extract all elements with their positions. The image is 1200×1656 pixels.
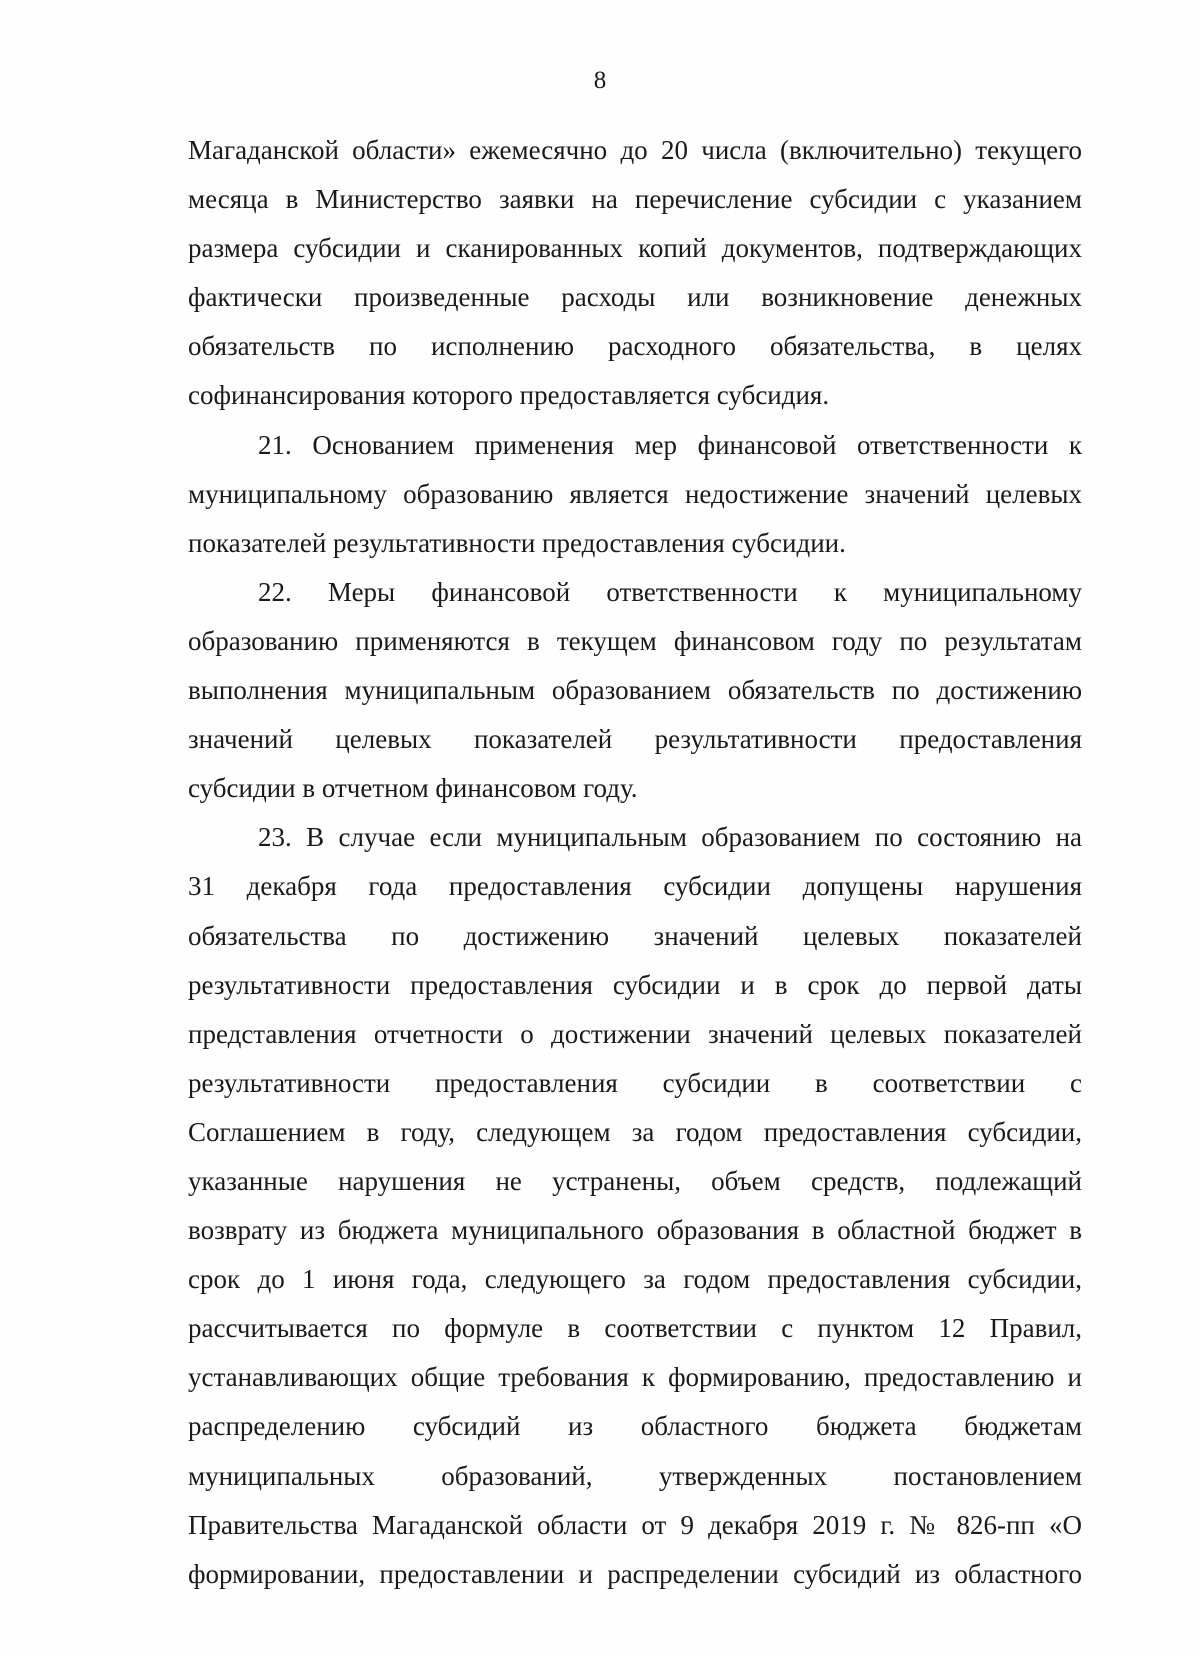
text-line: месяца в Министерство заявки на перечисление субсидии с указанием [188, 184, 1082, 215]
text-line: распределению субсидий из областного бюджета бюджетам [188, 1411, 1082, 1442]
text-line: возврату из бюджета муниципального образования в областной бюджет в [188, 1215, 1082, 1246]
text-line: 21. Основанием применения мер финансовой ответственности к [258, 429, 1082, 460]
text-line: значений целевых показателей результативности предоставления [188, 724, 1082, 755]
text-line: размера субсидии и сканированных копий документов, подтверждающих [188, 233, 1082, 264]
text-line: муниципальных образований, утвержденных постановлением [188, 1460, 1082, 1491]
text-line: устанавливающих общие требования к формированию, предоставлению и [188, 1362, 1082, 1393]
text-line: субсидии в отчетном финансовом году. [188, 773, 638, 804]
text-line: муниципальному образованию является недостижение значений целевых [188, 478, 1082, 509]
text-line: софинансирования которого предоставляется субсидия. [188, 380, 830, 411]
text-line: результативности предоставления субсидии и в срок до первой даты [188, 969, 1082, 1000]
text-line: 31 декабря года предоставления субсидии допущены нарушения [188, 871, 1082, 902]
paragraph-23 [188, 813, 1082, 1599]
paragraph-21 [188, 421, 1082, 568]
text-line: показателей результативности предоставления субсидии. [188, 527, 846, 558]
text-line: образованию применяются в текущем финансовом году по результатам [188, 625, 1082, 656]
text-line: Правительства Магаданской области от 9 декабря 2019 г. № 826-пп «О [188, 1509, 1082, 1540]
text-line: представления отчетности о достижении значений целевых показателей [188, 1018, 1082, 1049]
text-line: Соглашением в году, следующем за годом предоставления субсидии, [188, 1116, 1082, 1147]
text-line: 22. Меры финансовой ответственности к муниципальному [258, 576, 1082, 607]
text-line: результативности предоставления субсидии в соответствии с [188, 1067, 1082, 1098]
document-body [188, 126, 1082, 1599]
text-line: формировании, предоставлении и распределении субсидий из областного [188, 1558, 1082, 1589]
text-line: выполнения муниципальным образованием обязательств по достижению [188, 675, 1082, 706]
paragraph-continuation [188, 126, 1082, 421]
text-line: фактически произведенные расходы или возникновение денежных [188, 282, 1082, 313]
text-line: обязательства по достижению значений целевых показателей [188, 920, 1082, 951]
text-line: 23. В случае если муниципальным образованием по состоянию на [258, 822, 1082, 853]
paragraph-22 [188, 568, 1082, 813]
text-line: указанные нарушения не устранены, объем средств, подлежащий [188, 1165, 1082, 1196]
page-number: 8 [593, 67, 607, 94]
text-line: обязательств по исполнению расходного обязательства, в целях [188, 331, 1082, 362]
text-line: рассчитывается по формуле в соответствии с пунктом 12 Правил, [188, 1313, 1082, 1344]
text-line: Магаданской области» ежемесячно до 20 числа (включительно) текущего [188, 135, 1082, 165]
text-line: срок до 1 июня года, следующего за годом предоставления субсидии, [188, 1264, 1082, 1295]
